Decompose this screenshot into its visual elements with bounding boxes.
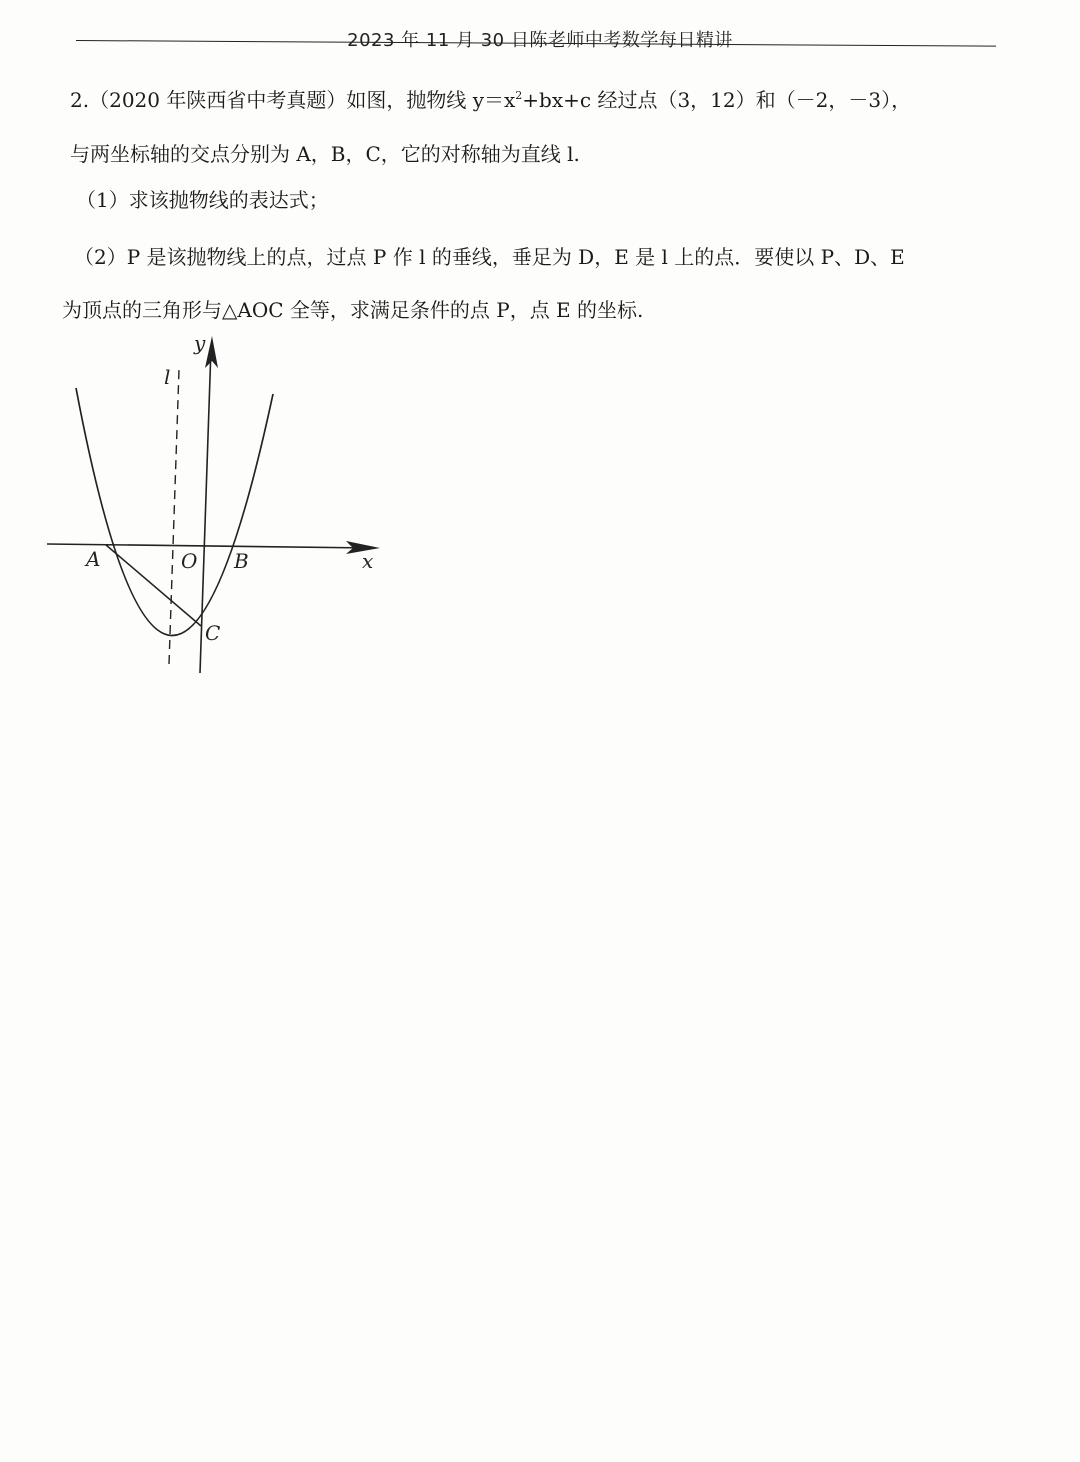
stem-exponent: 2	[515, 89, 523, 102]
problem-stem-line2: 与两坐标轴的交点分别为 A，B，C，它的对称轴为直线 l.	[70, 142, 580, 166]
page-header: 2023 年 11 月 30 日陈老师中考数学每日精讲	[347, 30, 733, 51]
problem-part1: （1）求该抛物线的表达式；	[76, 188, 329, 212]
problem-source: （2020 年陕西省中考真题）	[89, 88, 347, 112]
stem-text-a: 如图，抛物线 y＝x	[346, 88, 516, 112]
label-C: C	[205, 621, 221, 645]
problem-stem-line1	[70, 82, 1010, 114]
label-x: x	[362, 549, 374, 573]
label-y: y	[194, 331, 206, 355]
label-A: A	[86, 547, 101, 571]
problem-part2-line2: 为顶点的三角形与△AOC 全等，求满足条件的点 P，点 E 的坐标.	[62, 298, 644, 322]
label-l: l	[164, 365, 171, 389]
problem-part2-line1: （2）P 是该抛物线上的点，过点 P 作 l 的垂线，垂足为 D，E 是 l 上的点．要使以 P、D、E	[74, 245, 905, 269]
stem-text-b: +bx+c 经过点（3，12）和（－2，－3），	[522, 88, 912, 112]
symmetry-line-l	[169, 370, 179, 664]
y-axis-arrow	[205, 336, 218, 368]
problem-number: 2.	[70, 88, 90, 112]
label-B: B	[234, 549, 249, 573]
label-O: O	[181, 549, 198, 573]
parabola-figure	[40, 328, 390, 678]
